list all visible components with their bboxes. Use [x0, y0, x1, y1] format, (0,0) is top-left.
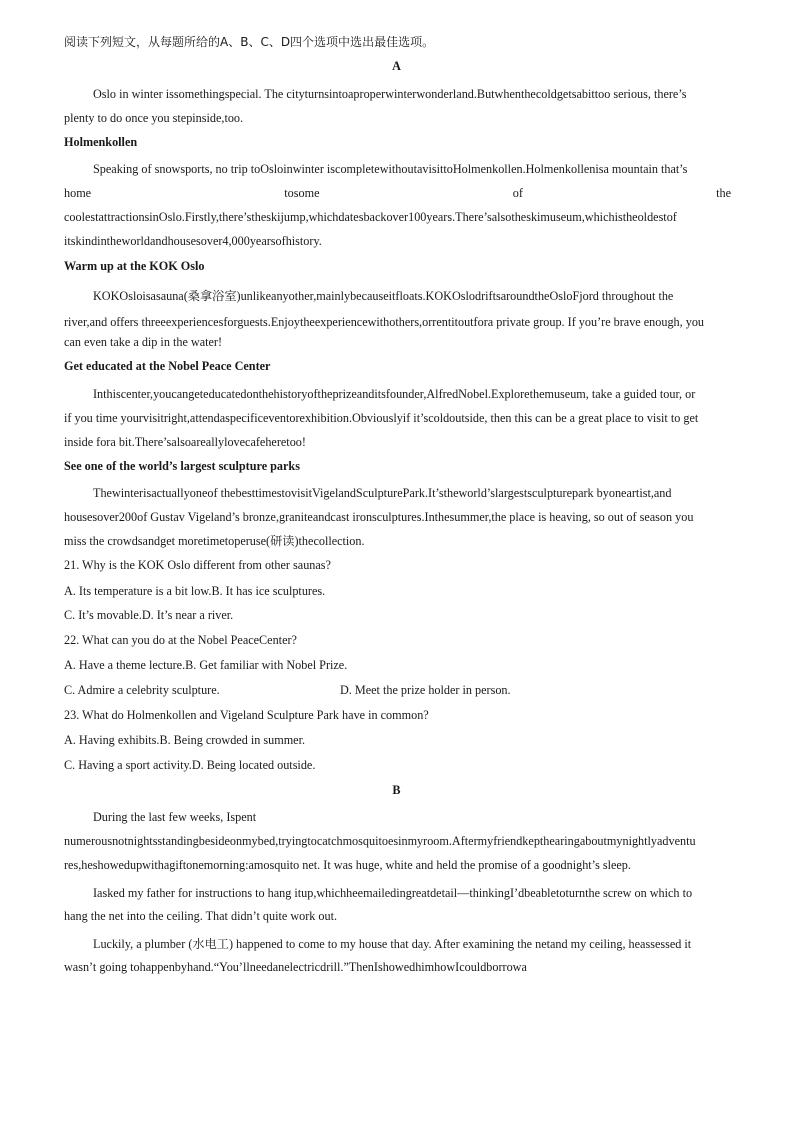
paragraph-line: housesover200of Gustav Vigeland’s bronze,graniteandcast ironsculptures.Inthesummer,the place is heaving, so out of season you	[64, 510, 694, 524]
paragraph-line: home tosome of the	[64, 186, 731, 200]
passage-a-intro-line-1: Oslo in winter issomethingspecial. The cityturnsintoaproperwinterwonderland.Butwhenthecoldgetsabittoo serious, there’s	[93, 87, 687, 101]
paragraph-line: miss the crowdsandget moretimetoperuse(研读)thecollection.	[64, 534, 365, 548]
question-21-stem: 21. Why is the KOK Oslo different from other saunas?	[64, 558, 331, 572]
paragraph-line: hang the net into the ceiling. That didn’t quite work out.	[64, 909, 338, 923]
paragraph-line: numerousnotnightsstandingbesideonmybed,tryingtocatchmosquitoesinmyroom.Aftermyfriendkepthearingaboutmynightlyadventu	[64, 834, 696, 848]
paragraph-line: itskindintheworldandhousesover4,000yearsofhistory.	[64, 234, 322, 248]
paragraph-line: river,and offers threeexperiencesforguests.Enjoytheexperiencewithothers,orrentitoutfora private group. If you’re brave enough, you	[64, 315, 705, 329]
section-heading-kok-oslo: Warm up at the KOK Oslo	[64, 259, 205, 273]
paragraph-line: inside fora bit.There’salsoareallylovecafeheretoo!	[64, 435, 306, 449]
paragraph-line: During the last few weeks, Ispent	[93, 810, 257, 824]
question-23-options-ab: A. Having exhibits.B. Being crowded in summer.	[64, 733, 306, 747]
instruction-text: 阅读下列短文，从每题所给的A、B、C、D四个选项中选出最佳选项。	[64, 35, 435, 49]
paragraph-line: wasn’t going tohappenbyhand.“You’llneedanelectricdrill.”ThenIshowedhimhowIcouldborrowa	[64, 960, 527, 974]
section-heading-nobel-peace-center: Get educated at the Nobel Peace Center	[64, 359, 271, 373]
paragraph-line: Iasked my father for instructions to hang itup,whichheemailedingreatdetail—thinkingI’dbeabletoturnthe screw on which to	[93, 886, 693, 900]
section-heading-holmenkollen: Holmenkollen	[64, 135, 138, 149]
passage-a-label: A	[392, 59, 401, 73]
paragraph-line: KOKOsloisasauna(桑拿浴室)unlikeanyother,mainlybecauseitfloats.KOKOslodriftsaroundtheOsloFjord throughout the	[93, 289, 674, 303]
question-22-option-d: D. Meet the prize holder in person.	[340, 683, 511, 697]
paragraph-line: Thewinterisactuallyoneof thebesttimestovisitVigelandSculpturePark.It’stheworld’slargestsculpturepark byoneartist,and	[93, 486, 672, 500]
question-21-options-cd: C. It’s movable.D. It’s near a river.	[64, 608, 234, 622]
passage-b-label: B	[392, 783, 401, 797]
section-heading-sculpture-parks: See one of the world’s largest sculpture parks	[64, 459, 300, 473]
question-22-stem: 22. What can you do at the Nobel PeaceCenter?	[64, 633, 297, 647]
paragraph-line: res,heshowedupwithagiftonemorning:amosquito net. It was huge, white and held the promise of a goodnight’s sleep.	[64, 858, 631, 872]
question-22-option-c: C. Admire a celebrity sculpture.	[64, 683, 220, 697]
question-21-options-ab: A. Its temperature is a bit low.B. It has ice sculptures.	[64, 584, 326, 598]
question-23-stem: 23. What do Holmenkollen and Vigeland Sculpture Park have in common?	[64, 708, 429, 722]
paragraph-line: Inthiscenter,youcangeteducatedonthehistoryoftheprizeanditsfounder,AlfredNobel.Explorethemuseum, take a guided tour, or	[93, 387, 696, 401]
paragraph-line: coolestattractionsinOslo.Firstly,there’stheskijump,whichdatesbackover100years.There’salsotheskimuseum,whichistheoldestof	[64, 210, 677, 224]
passage-a-intro-line-2: plenty to do once you stepinside,too.	[64, 111, 244, 125]
paragraph-line: can even take a dip in the water!	[64, 335, 223, 349]
paragraph-line: Luckily, a plumber (水电工) happened to come to my house that day. After examining the netand my ceiling, heassessed it	[93, 937, 692, 951]
question-22-options-ab: A. Have a theme lecture.B. Get familiar with Nobel Prize.	[64, 658, 348, 672]
paragraph-line: Speaking of snowsports, no trip toOsloinwinter iscompletewithoutavisittoHolmenkollen.Holmenkollenisa mountain that’s	[93, 162, 688, 176]
question-23-options-cd: C. Having a sport activity.D. Being located outside.	[64, 758, 316, 772]
paragraph-line: if you time yourvisitright,attendaspecificeventorexhibition.Obviouslyif it’scoldoutside, then this can be a great place to visit to get	[64, 411, 699, 425]
